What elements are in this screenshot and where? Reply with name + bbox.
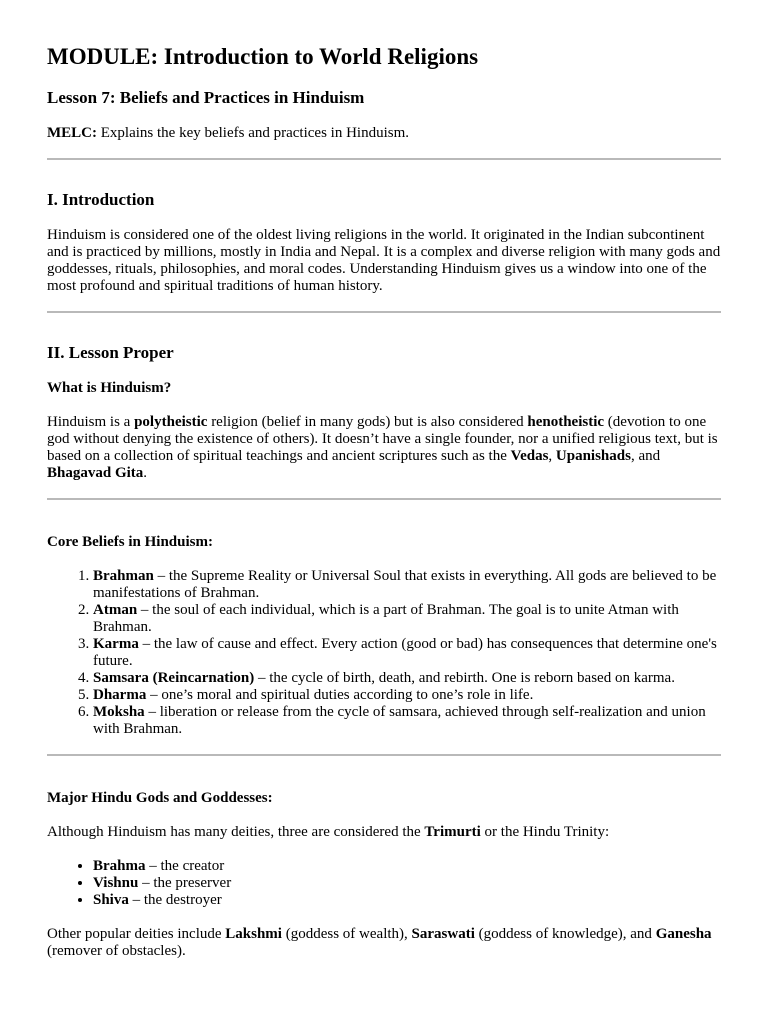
trimurti-intro (47, 824, 721, 841)
belief-description: – the soul of each individual, which is a part of Brahman. The goal is to unite Atman with Brahman. (93, 602, 679, 635)
text-run: . (143, 465, 148, 481)
introduction-paragraph: Hinduism is considered one of the oldest living religions in the world. It originated in the Indian subcontinent and is practiced by millions, mostly in India and Nepal. It is a complex and diverse religion with many gods and goddesses, rituals, philosophies, and moral codes. Understanding Hinduism gives us a window into one of the most profound and spiritual traditions of human history. (47, 227, 721, 294)
term-henotheistic: henotheistic (527, 414, 605, 430)
lesson-title: Lesson 7: Beliefs and Practices in Hinduism (47, 88, 365, 107)
text-run: Although Hinduism has many deities, three are considered the (47, 824, 425, 840)
belief-description: – the law of cause and effect. Every action (good or bad) has consequences that determine one's future. (93, 636, 717, 669)
section-divider (47, 158, 721, 160)
term-upanishads: Upanishads (555, 448, 631, 464)
trimurti-list (47, 858, 721, 909)
list-item (93, 875, 721, 892)
term-ganesha: Ganesha (655, 926, 712, 942)
text-run: religion (belief in many gods) but is also considered (207, 414, 528, 430)
text-run: Hinduism is a (47, 414, 135, 430)
belief-term: Dharma (93, 687, 147, 703)
belief-term: Atman (93, 602, 138, 618)
section-divider (47, 498, 721, 500)
belief-description: – one’s moral and spiritual duties according to one’s role in life. (146, 687, 534, 703)
text-run: , (548, 448, 556, 464)
text-run: , and (630, 448, 661, 464)
term-polytheistic: polytheistic (134, 414, 208, 430)
introduction-heading: I. Introduction (47, 190, 155, 209)
section-divider (47, 754, 721, 756)
term-vedas: Vedas (510, 448, 549, 464)
deity-role: – the creator (145, 858, 225, 874)
melc-statement (47, 125, 721, 142)
melc-text: Explains the key beliefs and practices in Hinduism. (97, 125, 410, 141)
belief-description: – the Supreme Reality or Universal Soul that exists in everything. All gods are believed to be manifestations of Brahman. (93, 568, 717, 601)
text-run: (goddess of wealth), (281, 926, 412, 942)
deity-name: Shiva (93, 892, 129, 908)
belief-description: – the cycle of birth, death, and rebirth. One is reborn based on karma. (254, 670, 675, 686)
text-run: Other popular deities include (47, 926, 226, 942)
lesson-proper-heading: II. Lesson Proper (47, 343, 174, 362)
what-is-hinduism-paragraph (47, 414, 721, 482)
belief-term: Brahman (93, 568, 154, 584)
text-run: (goddess of knowledge), and (474, 926, 656, 942)
what-is-hinduism-heading: What is Hinduism? (47, 380, 172, 396)
core-beliefs-heading: Core Beliefs in Hinduism: (47, 534, 213, 550)
module-title: MODULE: Introduction to World Religions (47, 44, 479, 69)
term-saraswati: Saraswati (411, 926, 475, 942)
text-run: (remover of obstacles). (47, 943, 186, 959)
list-item (93, 670, 721, 687)
melc-label: MELC: (47, 125, 97, 141)
deity-name: Brahma (93, 858, 146, 874)
term-bhagavad-gita: Bhagavad Gita (47, 465, 144, 481)
deity-name: Vishnu (93, 875, 139, 891)
list-item (93, 636, 721, 670)
term-lakshmi: Lakshmi (225, 926, 282, 942)
list-item (93, 568, 721, 602)
list-item (93, 892, 721, 909)
section-divider (47, 311, 721, 313)
gods-heading: Major Hindu Gods and Goddesses: (47, 790, 273, 806)
list-item (93, 687, 721, 704)
core-beliefs-list (47, 568, 721, 738)
other-deities-paragraph (47, 926, 721, 960)
deity-role: – the destroyer (128, 892, 222, 908)
belief-term: Moksha (93, 704, 145, 720)
belief-term: Samsara (Reincarnation) (93, 670, 255, 686)
list-item (93, 602, 721, 636)
text-run: or the Hindu Trinity: (480, 824, 610, 840)
belief-term: Karma (93, 636, 139, 652)
list-item (93, 704, 721, 738)
list-item (93, 858, 721, 875)
term-trimurti: Trimurti (424, 824, 481, 840)
deity-role: – the preserver (138, 875, 232, 891)
belief-description: – liberation or release from the cycle of samsara, achieved through self-realization and union with Brahman. (93, 704, 706, 737)
text-run: (devotion to one god without denying the existence of others). It doesn’t have a single founder, nor a unified religious text, but is based on a collection of spiritual teachings and ancient scriptures such as the (47, 414, 718, 464)
